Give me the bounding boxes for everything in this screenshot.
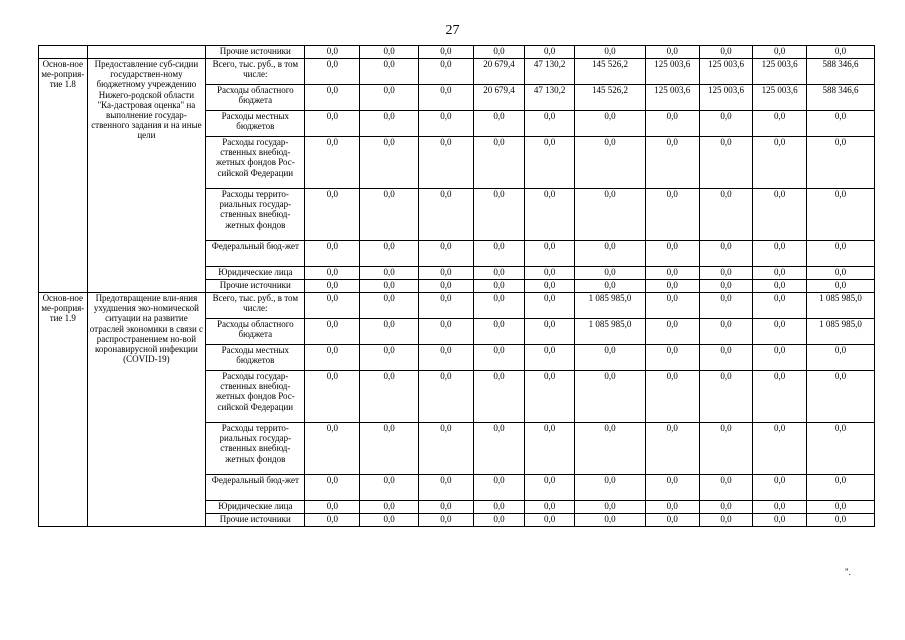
value-cell: 0,0 [418,345,473,371]
value-cell: 588 346,6 [807,59,875,85]
value-cell: 0,0 [418,85,473,111]
value-cell: 0,0 [525,514,575,527]
value-cell: 0,0 [574,371,645,423]
value-cell: 0,0 [574,514,645,527]
value-cell: 0,0 [360,280,419,293]
value-cell: 0,0 [525,345,575,371]
value-cell: 0,0 [574,475,645,501]
event-number: Основ-ное ме-роприя-тие 1.8 [39,59,88,293]
value-cell: 0,0 [305,293,360,319]
value-cell: 0,0 [305,280,360,293]
value-cell: 0,0 [305,514,360,527]
value-cell: 0,0 [525,137,575,189]
value-cell: 0,0 [305,267,360,280]
value-cell: 0,0 [699,46,753,59]
value-cell: 0,0 [645,475,699,501]
value-cell: 0,0 [525,280,575,293]
value-cell: 0,0 [360,189,419,241]
value-cell: 0,0 [645,293,699,319]
value-cell: 0,0 [699,319,753,345]
value-cell: 0,0 [473,137,525,189]
value-cell: 0,0 [807,345,875,371]
value-cell: 0,0 [360,371,419,423]
value-cell: 0,0 [645,137,699,189]
value-cell: 0,0 [645,267,699,280]
value-cell: 125 003,6 [753,59,807,85]
value-cell: 0,0 [807,501,875,514]
value-cell: 0,0 [418,189,473,241]
value-cell: 0,0 [418,423,473,475]
value-cell: 0,0 [360,475,419,501]
value-cell: 0,0 [699,371,753,423]
funding-source-label: Расходы государ-ственных внебюд-жетных фондов Рос-сийской Федерации [206,371,305,423]
value-cell: 0,0 [807,189,875,241]
value-cell: 0,0 [473,514,525,527]
funding-source-label: Расходы местных бюджетов [206,345,305,371]
funding-source-label: Всего, тыс. руб., в том числе: [206,59,305,85]
value-cell: 0,0 [574,111,645,137]
value-cell: 0,0 [418,280,473,293]
value-cell: 0,0 [645,371,699,423]
value-cell: 0,0 [418,267,473,280]
value-cell: 0,0 [645,111,699,137]
value-cell: 0,0 [574,267,645,280]
value-cell: 0,0 [807,280,875,293]
value-cell: 0,0 [305,475,360,501]
value-cell: 0,0 [305,319,360,345]
table-row [39,59,875,85]
table-row [39,293,875,319]
value-cell: 0,0 [305,137,360,189]
funding-source-label: Прочие источники [206,280,305,293]
value-cell: 0,0 [574,137,645,189]
empty-cell [87,46,206,59]
value-cell: 0,0 [360,319,419,345]
value-cell: 0,0 [305,371,360,423]
value-cell: 0,0 [699,189,753,241]
value-cell: 0,0 [645,280,699,293]
value-cell: 125 003,6 [645,85,699,111]
value-cell: 0,0 [699,423,753,475]
value-cell: 0,0 [418,241,473,267]
value-cell: 0,0 [645,46,699,59]
value-cell: 0,0 [753,241,807,267]
value-cell: 0,0 [360,59,419,85]
funding-source-label: Юридические лица [206,267,305,280]
value-cell: 0,0 [418,293,473,319]
funding-source-label: Расходы областного бюджета [206,85,305,111]
value-cell: 0,0 [753,501,807,514]
page-number: 27 [445,23,460,38]
value-cell: 0,0 [699,501,753,514]
value-cell: 0,0 [360,46,419,59]
value-cell: 0,0 [418,46,473,59]
value-cell: 0,0 [473,46,525,59]
event-name: Предотвращение вли-яния ухудшения эко-номической ситуации на развитие отраслей экономики в связи с распространением но-вой коронавирусной инфекции (COVID-19) [87,293,206,527]
value-cell: 0,0 [699,293,753,319]
funding-source-label: Расходы областного бюджета [206,319,305,345]
value-cell: 145 526,2 [574,59,645,85]
funding-source-label: Расходы местных бюджетов [206,111,305,137]
value-cell: 0,0 [525,475,575,501]
funding-source-label: Прочие источники [206,46,305,59]
value-cell: 0,0 [360,267,419,280]
value-cell: 145 526,2 [574,85,645,111]
value-cell: 0,0 [574,423,645,475]
value-cell: 0,0 [473,189,525,241]
value-cell: 0,0 [473,111,525,137]
value-cell: 0,0 [807,111,875,137]
value-cell: 0,0 [473,241,525,267]
funding-source-label: Прочие источники [206,514,305,527]
value-cell: 0,0 [418,319,473,345]
value-cell: 0,0 [574,46,645,59]
value-cell: 20 679,4 [473,59,525,85]
value-cell: 0,0 [807,475,875,501]
value-cell: 0,0 [360,85,419,111]
value-cell: 0,0 [473,319,525,345]
value-cell: 125 003,6 [699,85,753,111]
value-cell: 125 003,6 [753,85,807,111]
value-cell: 1 085 985,0 [574,319,645,345]
value-cell: 0,0 [418,514,473,527]
value-cell: 0,0 [473,501,525,514]
value-cell: 0,0 [574,189,645,241]
budget-table [38,45,875,527]
closing-quote-mark: ". [845,567,851,577]
funding-source-label: Всего, тыс. руб., в том числе: [206,293,305,319]
value-cell: 0,0 [645,319,699,345]
value-cell: 0,0 [525,46,575,59]
value-cell: 0,0 [574,501,645,514]
value-cell: 0,0 [807,423,875,475]
value-cell: 0,0 [645,241,699,267]
value-cell: 0,0 [525,371,575,423]
value-cell: 47 130,2 [525,59,575,85]
value-cell: 20 679,4 [473,85,525,111]
value-cell: 0,0 [753,280,807,293]
value-cell: 0,0 [473,267,525,280]
value-cell: 0,0 [473,345,525,371]
value-cell: 0,0 [525,293,575,319]
value-cell: 0,0 [418,59,473,85]
value-cell: 0,0 [360,293,419,319]
value-cell: 0,0 [699,137,753,189]
value-cell: 0,0 [305,59,360,85]
value-cell: 125 003,6 [699,59,753,85]
funding-source-label: Расходы террито-риальных государ-ственных внебюд-жетных фондов [206,189,305,241]
value-cell: 0,0 [473,293,525,319]
value-cell: 0,0 [473,371,525,423]
value-cell: 0,0 [753,137,807,189]
value-cell: 0,0 [807,267,875,280]
value-cell: 1 085 985,0 [574,293,645,319]
value-cell: 0,0 [525,319,575,345]
value-cell: 0,0 [305,46,360,59]
event-name: Предоставление суб-сидии государствен-ному бюджетному учреждению Нижего-родской области "Ка-дастровая оценка" на выполнение государ-ственного задания и на иные цели [87,59,206,293]
value-cell: 1 085 985,0 [807,319,875,345]
value-cell: 0,0 [305,111,360,137]
value-cell: 0,0 [753,514,807,527]
value-cell: 0,0 [753,267,807,280]
value-cell: 0,0 [525,501,575,514]
empty-cell [39,46,88,59]
value-cell: 0,0 [525,241,575,267]
value-cell: 0,0 [753,189,807,241]
value-cell: 0,0 [753,345,807,371]
value-cell: 0,0 [305,241,360,267]
value-cell: 0,0 [473,475,525,501]
funding-source-label: Юридические лица [206,501,305,514]
value-cell: 588 346,6 [807,85,875,111]
value-cell: 1 085 985,0 [807,293,875,319]
value-cell: 0,0 [360,111,419,137]
table-body [39,46,875,527]
value-cell: 0,0 [645,345,699,371]
value-cell: 0,0 [574,280,645,293]
value-cell: 0,0 [305,423,360,475]
value-cell: 0,0 [418,137,473,189]
funding-source-label: Расходы государ-ственных внебюд-жетных фондов Рос-сийской Федерации [206,137,305,189]
value-cell: 0,0 [699,280,753,293]
value-cell: 0,0 [807,241,875,267]
funding-source-label: Федеральный бюд-жет [206,475,305,501]
value-cell: 0,0 [753,293,807,319]
value-cell: 0,0 [473,280,525,293]
value-cell: 125 003,6 [645,59,699,85]
value-cell: 0,0 [753,319,807,345]
value-cell: 0,0 [753,111,807,137]
value-cell: 0,0 [699,345,753,371]
value-cell: 0,0 [418,501,473,514]
value-cell: 0,0 [305,189,360,241]
event-number: Основ-ное ме-роприя-тие 1.9 [39,293,88,527]
value-cell: 0,0 [645,501,699,514]
value-cell: 0,0 [305,345,360,371]
value-cell: 0,0 [753,475,807,501]
value-cell: 0,0 [645,189,699,241]
value-cell: 0,0 [360,345,419,371]
value-cell: 0,0 [574,241,645,267]
value-cell: 0,0 [360,423,419,475]
value-cell: 0,0 [699,241,753,267]
value-cell: 0,0 [525,423,575,475]
value-cell: 0,0 [753,423,807,475]
value-cell: 0,0 [305,501,360,514]
value-cell: 0,0 [418,371,473,423]
value-cell: 0,0 [699,514,753,527]
value-cell: 0,0 [360,241,419,267]
value-cell: 0,0 [360,501,419,514]
value-cell: 47 130,2 [525,85,575,111]
funding-source-label: Федеральный бюд-жет [206,241,305,267]
value-cell: 0,0 [418,475,473,501]
value-cell: 0,0 [473,423,525,475]
value-cell: 0,0 [807,137,875,189]
value-cell: 0,0 [525,267,575,280]
value-cell: 0,0 [807,371,875,423]
value-cell: 0,0 [699,475,753,501]
value-cell: 0,0 [525,189,575,241]
funding-source-label: Расходы террито-риальных государ-ственных внебюд-жетных фондов [206,423,305,475]
value-cell: 0,0 [807,46,875,59]
value-cell: 0,0 [699,111,753,137]
value-cell: 0,0 [360,137,419,189]
value-cell: 0,0 [360,514,419,527]
value-cell: 0,0 [807,514,875,527]
value-cell: 0,0 [645,423,699,475]
table-row [39,46,875,59]
value-cell: 0,0 [574,345,645,371]
value-cell: 0,0 [525,111,575,137]
value-cell: 0,0 [753,46,807,59]
value-cell: 0,0 [699,267,753,280]
value-cell: 0,0 [418,111,473,137]
value-cell: 0,0 [645,514,699,527]
value-cell: 0,0 [753,371,807,423]
value-cell: 0,0 [305,85,360,111]
